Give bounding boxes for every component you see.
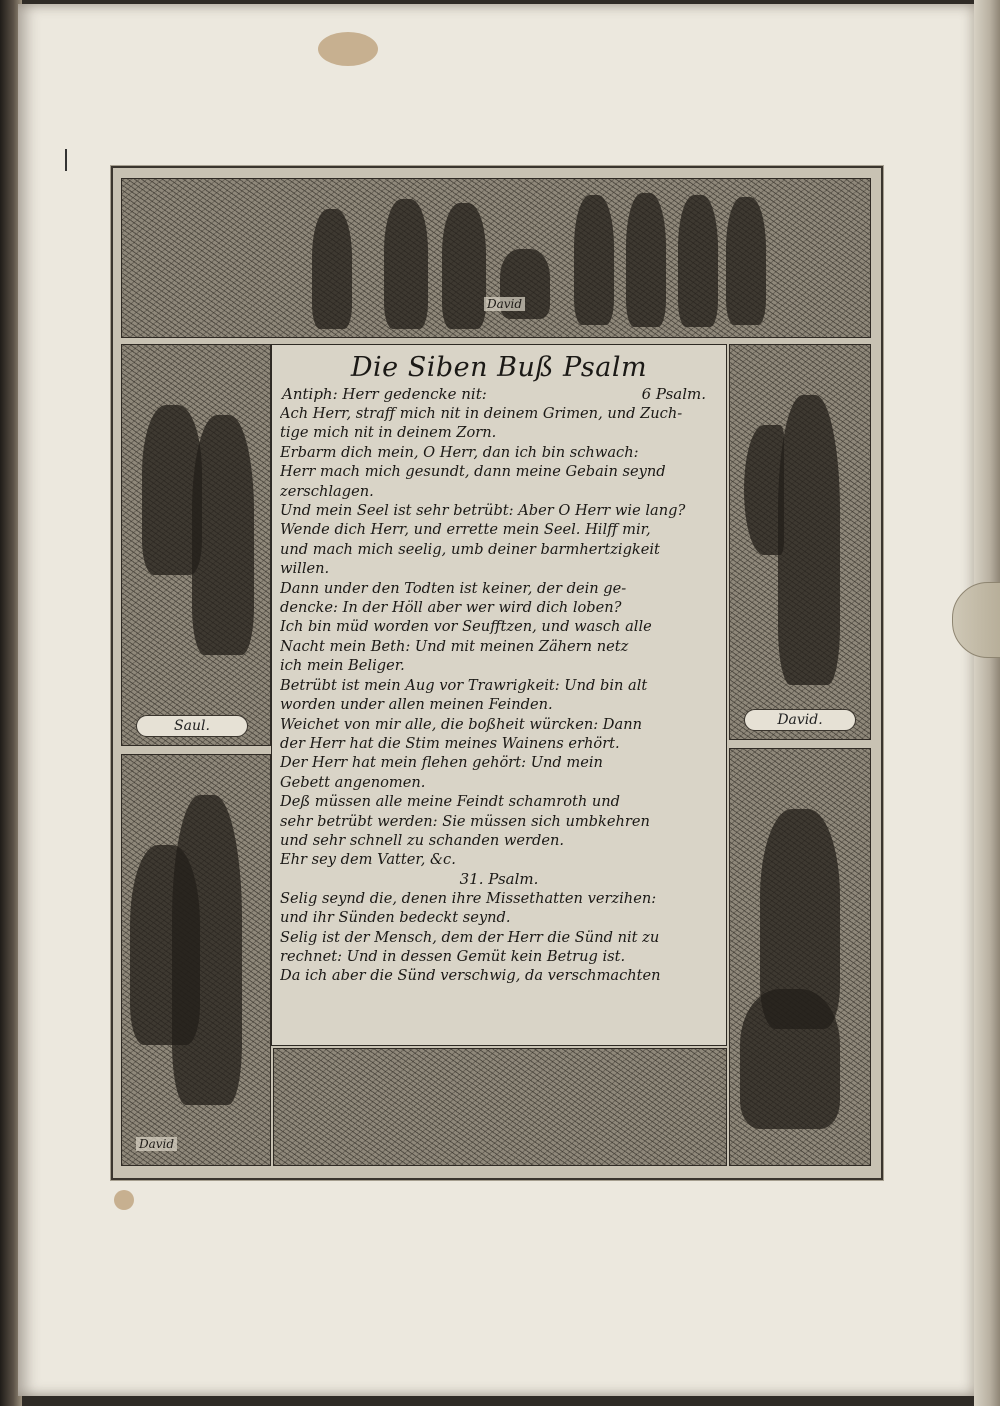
psalm-6-line: Der Herr hat mein flehen gehört: Und mein: [280, 754, 603, 772]
top-scene-engraving: [121, 178, 871, 338]
antiphon-text: Herr gedencke nit:: [342, 385, 487, 403]
book-page: [18, 4, 976, 1396]
psalm-6-line: Erbarm dich mein, O Herr, dan ich bin schwach:: [280, 443, 639, 461]
psalm-6-line: Ehr sey dem Vatter, &c.: [280, 851, 456, 869]
psalm-6-line: Wende dich Herr, und errette mein Seel. Hilff mir,: [280, 521, 651, 539]
bear-figure: [740, 989, 840, 1129]
figure-silhouette: [574, 195, 614, 325]
psalm-6-line: der Herr hat die Stim meines Wainens erhört.: [280, 734, 620, 752]
figure-silhouette: [384, 199, 428, 329]
stain-top: [318, 32, 378, 66]
david-lion-engraving: [121, 754, 271, 1166]
pastoral-landscape-engraving: [273, 1048, 727, 1166]
psalm-6-line: Nacht mein Beth: Und mit meinen Zähern netz: [280, 637, 629, 655]
psalm-6-line: Ach Herr, straff mich nit in deinem Grimen, und Zuch-: [280, 405, 683, 422]
figure-silhouette: [726, 197, 766, 325]
psalm-6-line: Gebett angenomen.: [280, 773, 426, 791]
psalm-31-line: Selig ist der Mensch, dem der Herr die Sünd nit zu: [280, 928, 660, 946]
psalm-6-line: Betrübt ist mein Aug vor Trawrigkeit: Und bin alt: [280, 676, 648, 694]
antiphon-line: [280, 385, 718, 404]
psalm-6-line: sehr betrübt werden: Sie müssen sich umbkehren: [280, 812, 650, 830]
psalm-6-line: und sehr schnell zu schanden werden.: [280, 831, 565, 849]
psalm-6-line: willen.: [280, 560, 330, 578]
psalm-6-heading: 6 Psalm.: [641, 385, 706, 403]
psalm-6-line: Und mein Seel ist sehr betrübt: Aber O Herr wie lang?: [280, 502, 686, 520]
psalm-31-line: Selig seynd die, denen ihre Missethatten verzihen:: [280, 889, 657, 907]
psalm-6-line: und mach mich seelig, umb deiner barmhertzigkeit: [280, 540, 660, 558]
david-harp-engraving: [729, 344, 871, 740]
engraved-plate: [111, 166, 883, 1180]
psalm-6-line: tige mich nit in deinem Zorn.: [280, 424, 497, 442]
saul-engraving: [121, 344, 271, 746]
label-david-bottom-left: David: [136, 1137, 177, 1151]
label-saul: Saul.: [136, 715, 248, 737]
psalm-6-line: Deß müssen alle meine Feindt schamroth und: [280, 793, 621, 811]
stain-left: [114, 1190, 134, 1210]
antiphon: [282, 385, 487, 404]
psalm-6-line: zerschlagen.: [280, 482, 374, 500]
psalm-31-heading: 31. Psalm.: [459, 869, 539, 888]
antiphon-label: Antiph:: [282, 385, 338, 403]
psalm-6-line: Weichet von mir alle, die boßheit würcken: Dann: [280, 715, 643, 733]
psalm-6-line: ich mein Beliger.: [280, 657, 405, 675]
figure-silhouette: [312, 209, 352, 329]
figure-silhouette: [678, 195, 718, 327]
psalm-6-line: Ich bin müd worden vor Seufftzen, und wasch alle: [280, 618, 652, 636]
saul-figure: [192, 415, 254, 655]
plate-title: Die Siben Buß Psalm: [350, 352, 648, 383]
margin-mark: [65, 149, 67, 171]
psalm-6-line: worden under allen meinen Feinden.: [280, 696, 553, 714]
psalm-text-panel: [271, 344, 727, 1046]
figure-silhouette: [626, 193, 666, 327]
label-david-right: David.: [744, 709, 856, 731]
psalm-6-line: dencke: In der Höll aber wer wird dich loben?: [280, 599, 622, 617]
figure-silhouette: [442, 203, 486, 329]
label-david-top: David: [484, 297, 525, 311]
psalm-31-line: rechnet: Und in dessen Gemüt kein Betrug ist.: [280, 947, 626, 965]
psalm-6-line: Herr mach mich gesundt, dann meine Gebain seynd: [280, 463, 666, 481]
psalm-6-line: Dann under den Todten ist keiner, der dein ge-: [280, 579, 627, 597]
page-fore-edge: [974, 0, 1000, 1406]
david-harpist-figure: [778, 395, 840, 685]
psalm-31-line: und ihr Sünden bedeckt seynd.: [280, 909, 511, 927]
psalm-31-line: Da ich aber die Sünd verschwig, da verschmachten: [280, 967, 661, 985]
lion-figure: [130, 845, 200, 1045]
david-bear-engraving: [729, 748, 871, 1166]
